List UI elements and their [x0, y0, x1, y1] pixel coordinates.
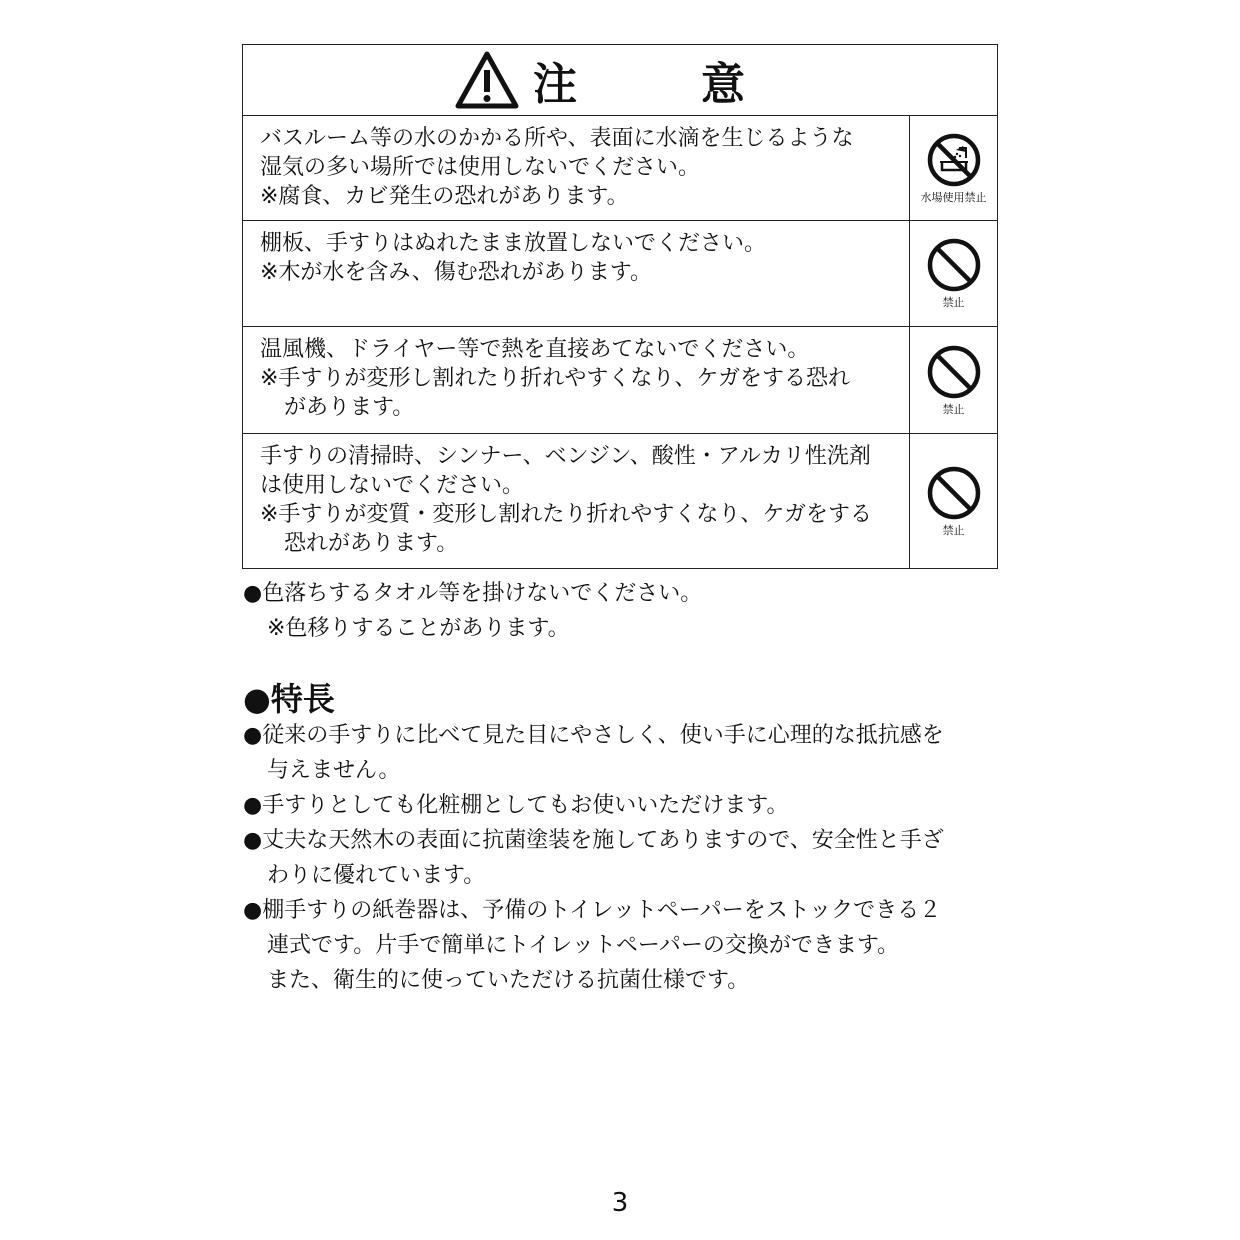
feature-line: ●手すりとしても化粧棚としてもお使いいただけます。 [243, 793, 789, 818]
caution-row-text [243, 327, 910, 433]
icon-caption: 禁止 [942, 523, 965, 537]
caution-line: 温風機、ドライヤー等で熱を直接あてないでください。 [260, 337, 810, 362]
caution-row-1 [243, 116, 997, 221]
towel-note-main: ●色落ちするタオル等を掛けないでください。 [243, 581, 703, 606]
caution-line: ※木が水を含み、傷む恐れがあります。 [260, 260, 652, 285]
caution-row-icon [910, 221, 997, 326]
caution-line: ※腐食、カビ発生の恐れがあります。 [260, 184, 629, 209]
caution-row-icon [910, 116, 997, 220]
caution-line: 湿気の多い場所では使用しないでください。 [260, 155, 701, 180]
icon-caption: 水場使用禁止 [920, 190, 987, 204]
no-water-area-icon [926, 132, 982, 188]
caution-row-2 [243, 221, 997, 327]
page-number: 3 [611, 1188, 629, 1218]
feature-line: ●棚手すりの紙巻器は、予備のトイレットペーパーをストックできる２ [243, 898, 942, 923]
caution-line: 恐れがあります。 [284, 531, 459, 556]
feature-line: 与えません。 [267, 758, 401, 783]
feature-item [243, 893, 1003, 998]
caution-line: バスルーム等の水のかかる所や、表面に水滴を生じるような [260, 126, 854, 151]
feature-line: 連式です。片手で簡単にトイレットペーパーの交換ができます。 [267, 933, 900, 958]
caution-row-3 [243, 327, 997, 434]
caution-row-4 [243, 434, 997, 568]
caution-line: ※手すりが変形し割れたり折れやすくなり、ケガをする恐れ [260, 366, 850, 391]
caution-line: 棚板、手すりはぬれたまま放置しないでください。 [260, 231, 767, 256]
feature-line: また、衛生的に使っていただける抗菌仕様です。 [267, 968, 750, 993]
caution-row-icon [910, 434, 997, 568]
caution-row-icon [910, 327, 997, 433]
icon-caption: 禁止 [942, 296, 965, 309]
feature-line: ●丈夫な天然木の表面に抗菌塗装を施してありますので、安全性と手ざ [243, 828, 944, 853]
features-title: ●特長 [243, 680, 335, 718]
warning-triangle-icon [455, 51, 519, 109]
towel-note [243, 576, 702, 646]
feature-item [243, 718, 1003, 788]
caution-row-text [243, 434, 910, 568]
caution-row-text [243, 116, 910, 220]
prohibition-icon [926, 344, 982, 400]
features-list [243, 718, 1003, 998]
caution-header [243, 45, 997, 116]
prohibition-icon [926, 465, 982, 521]
caution-line: は使用しないでください。 [260, 473, 525, 498]
feature-line: わりに優れています。 [267, 863, 486, 888]
feature-item [243, 823, 1003, 893]
caution-line: 手すりの清掃時、シンナー、ベンジン、酸性・アルカリ性洗剤 [260, 444, 871, 469]
caution-table [242, 44, 998, 569]
caution-line: ※手すりが変質・変形し割れたり折れやすくなり、ケガをする [260, 502, 872, 527]
feature-line: ●従来の手すりに比べて見た目にやさしく、使い手に心理的な抵抗感を [243, 723, 944, 748]
caution-title: 注 意 [533, 59, 785, 110]
prohibition-icon [926, 237, 982, 293]
icon-caption: 禁止 [942, 402, 965, 416]
feature-item [243, 788, 1003, 823]
towel-note-sub: ※色移りすることがあります。 [267, 616, 570, 641]
caution-line: があります。 [284, 395, 415, 420]
caution-row-text [243, 221, 910, 326]
